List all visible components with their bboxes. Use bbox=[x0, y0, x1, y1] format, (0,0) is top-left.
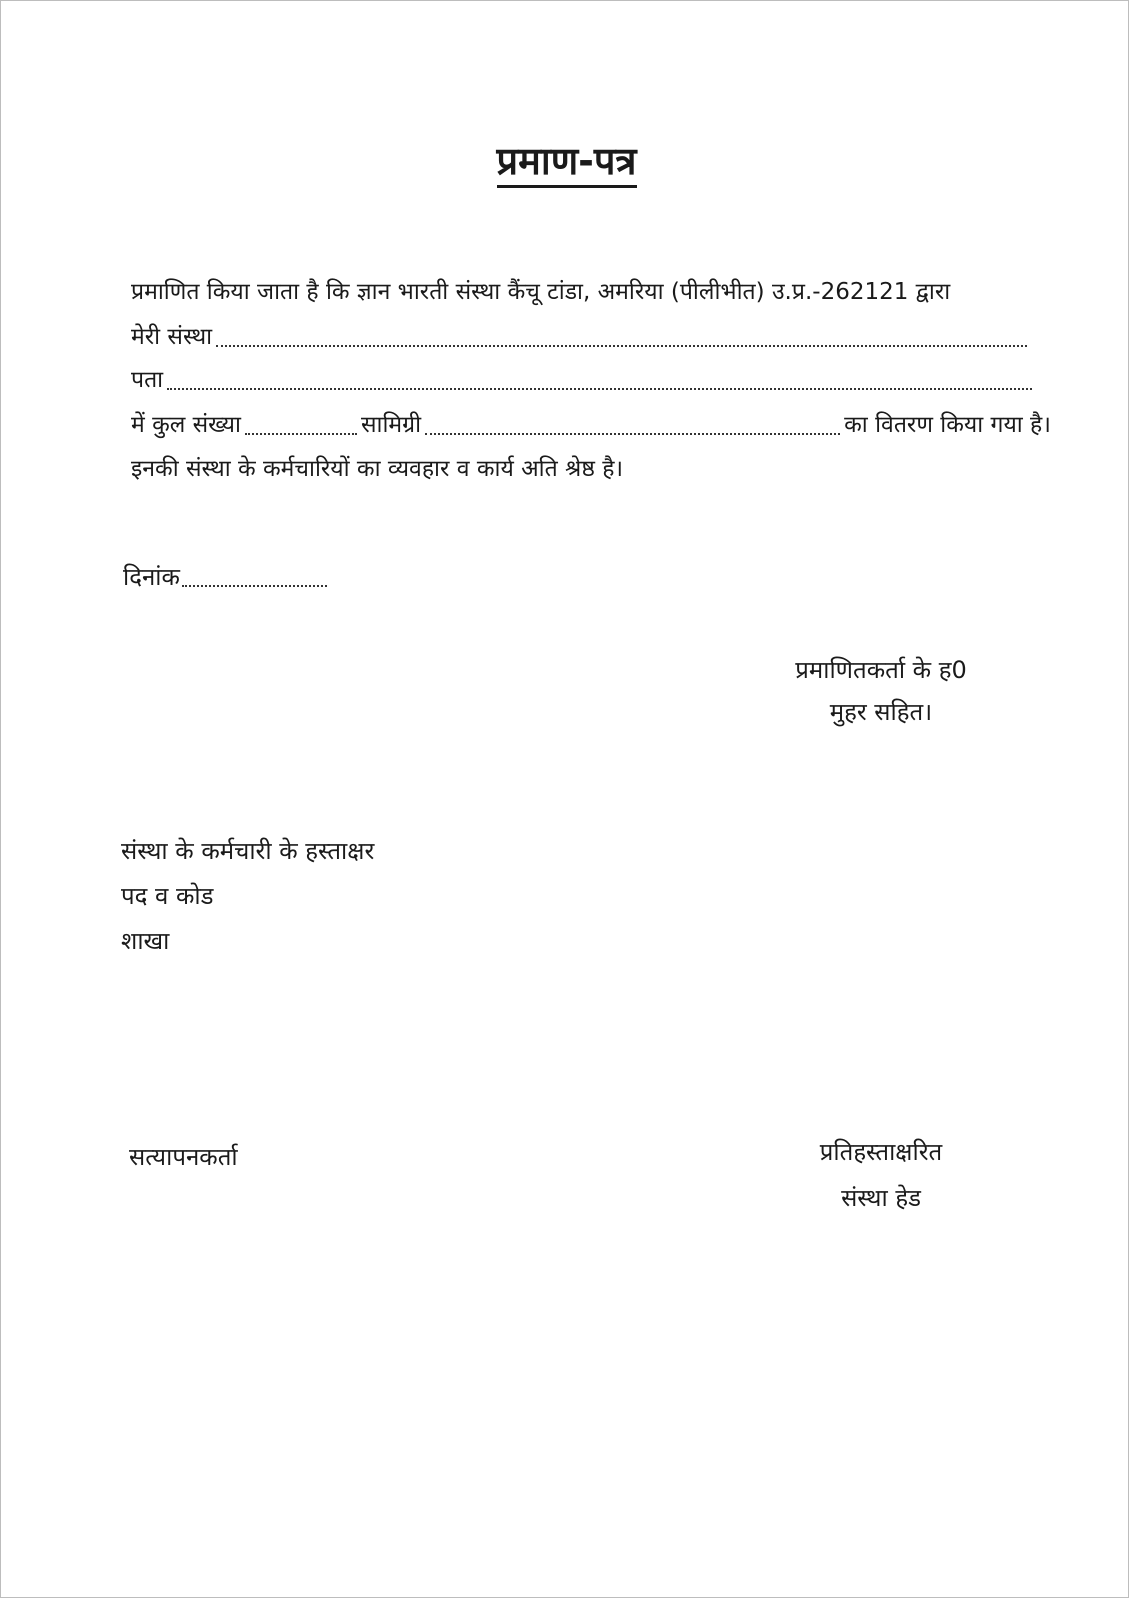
certifier-signature-label: प्रमाणितकर्ता के ह0 bbox=[795, 656, 967, 684]
verifier-label: सत्यापनकर्ता bbox=[129, 1143, 238, 1171]
certification-statement: प्रमाणित किया जाता है कि ज्ञान भारती संस्था कैंचू टांडा, अमरिया (पीलीभीत) उ.प्र.-262121 द्वारा bbox=[131, 279, 951, 305]
total-count-label: में कुल संख्या bbox=[131, 412, 241, 438]
institution-head-label: संस्था हेड bbox=[841, 1184, 921, 1212]
date-label: दिनांक bbox=[123, 563, 180, 591]
material-label: सामिग्री bbox=[360, 412, 422, 438]
body-line-address bbox=[131, 364, 1036, 396]
address-blank bbox=[167, 368, 1032, 390]
countersigned-label: प्रतिहस्ताक्षरित bbox=[819, 1138, 943, 1166]
body-line-conduct bbox=[131, 453, 623, 485]
institution-blank bbox=[216, 325, 1027, 347]
certifier-seal-label: मुहर सहित। bbox=[829, 698, 933, 726]
address-label: पता bbox=[131, 367, 164, 393]
employee-block bbox=[121, 829, 374, 964]
date-blank bbox=[182, 565, 327, 587]
branch-label: शाखा bbox=[121, 927, 170, 955]
post-code-label: पद व कोड bbox=[121, 882, 214, 910]
employee-signature-label: संस्था के कर्मचारी के हस्ताक्षर bbox=[121, 837, 375, 865]
title-text: प्रमाण-पत्र bbox=[497, 139, 637, 188]
conduct-statement: इनकी संस्था के कर्मचारियों का व्यवहार व कार्य अति श्रेष्ठ है। bbox=[131, 456, 624, 482]
countersign-block bbox=[781, 1129, 981, 1221]
distribution-suffix: का वितरण किया गया है। bbox=[844, 412, 1051, 438]
certificate-title bbox=[1, 139, 1131, 185]
material-blank bbox=[425, 413, 840, 435]
body-line-1 bbox=[131, 276, 1031, 308]
total-count-blank bbox=[245, 413, 357, 435]
date-line bbox=[123, 561, 331, 593]
body-line-distribution bbox=[131, 409, 1051, 441]
body-line-institution bbox=[131, 321, 1031, 353]
institution-label: मेरी संस्था bbox=[131, 324, 213, 350]
certifier-signature-block bbox=[761, 649, 1001, 733]
